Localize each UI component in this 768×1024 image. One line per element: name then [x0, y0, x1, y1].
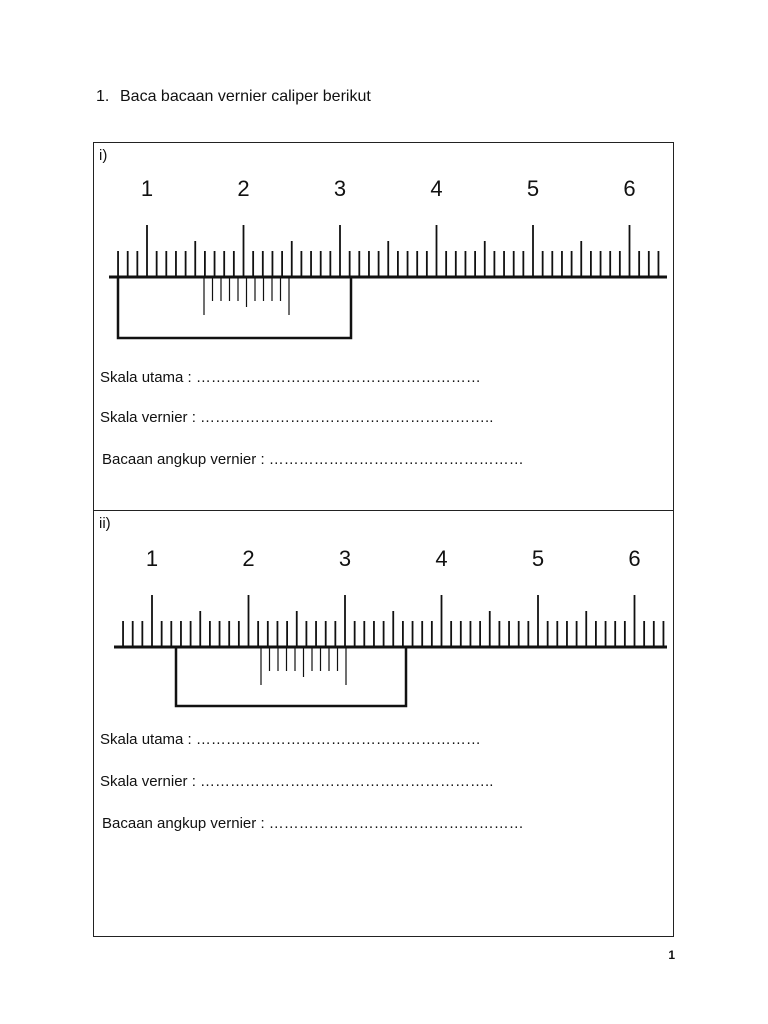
vernier-slide [176, 647, 406, 706]
main-scale-number: 6 [628, 546, 641, 571]
bacaan-angkup-line: Bacaan angkup vernier : …………………………………………… [102, 815, 524, 832]
main-scale-number: 4 [430, 176, 443, 201]
main-scale-number: 1 [140, 176, 154, 201]
skala-utama-line: Skala utama : ………………………………………………… [100, 369, 481, 386]
skala-utama-line: Skala utama : ………………………………………………… [100, 731, 481, 748]
skala-vernier-line: Skala vernier : ………………………………………………….. [100, 773, 494, 790]
question-text: Baca bacaan vernier caliper berikut [120, 88, 371, 105]
main-scale-number: 4 [435, 546, 448, 571]
question-heading [96, 88, 371, 106]
main-scale-number: 5 [531, 546, 545, 571]
main-scale-number: 2 [242, 546, 255, 571]
main-scale-number: 6 [623, 176, 636, 201]
skala-vernier-line: Skala vernier : ………………………………………………….. [100, 409, 494, 426]
page-number: 1 [668, 948, 675, 962]
main-scale-number: 5 [526, 176, 540, 201]
main-scale-number: 3 [333, 176, 347, 201]
main-scale-number: 1 [145, 546, 159, 571]
bacaan-angkup-line: Bacaan angkup vernier : …………………………………………… [102, 451, 524, 468]
vernier-caliper-diagram [94, 511, 675, 721]
caliper-panel-i [93, 142, 674, 511]
panel-label: ii) [99, 515, 111, 532]
caliper-panel-ii [93, 510, 674, 937]
vernier-slide [118, 277, 351, 338]
main-scale-number: 2 [237, 176, 250, 201]
vernier-caliper-diagram [94, 143, 675, 353]
main-scale-number: 3 [338, 546, 352, 571]
question-number: 1. [96, 88, 110, 105]
panel-label: i) [99, 147, 108, 164]
